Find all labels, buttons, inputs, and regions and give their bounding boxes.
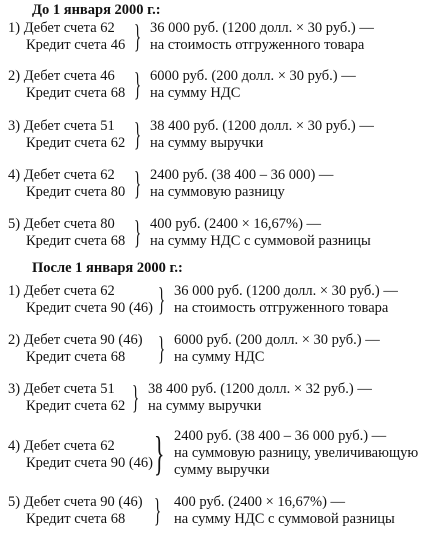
credit: Кредит счета 68 <box>26 233 126 249</box>
amount-block <box>174 283 398 317</box>
description: на сумму НДС <box>150 85 241 101</box>
amount: 6000 руб. (200 долл. × 30 руб.) — <box>174 332 380 348</box>
debit: Дебет счета 62 <box>23 20 115 36</box>
debit: Дебет счета 62 <box>23 438 115 454</box>
description: на суммовую разницу, увеличивающую <box>174 445 419 461</box>
amount-block <box>174 428 418 479</box>
description-continued: сумму выручки <box>174 462 270 478</box>
description: на сумму выручки <box>150 135 264 151</box>
section-title-before: До 1 января 2000 г.: <box>32 2 161 18</box>
accounts <box>8 20 125 54</box>
credit: Кредит счета 90 (46) <box>26 300 153 316</box>
debit: Дебет счета 80 <box>23 216 115 232</box>
brace: } <box>154 493 162 529</box>
accounts <box>8 216 125 250</box>
credit: Кредит счета 46 <box>26 37 126 53</box>
entry-number: 2) <box>8 68 21 84</box>
accounts <box>8 381 125 415</box>
description: на сумму НДС с суммовой разницы <box>174 511 395 527</box>
amount-block <box>150 68 356 102</box>
brace: } <box>134 117 142 153</box>
debit: Дебет счета 51 <box>23 118 115 134</box>
amount: 38 400 руб. (1200 долл. × 32 руб.) — <box>148 381 372 397</box>
accounts <box>8 283 153 317</box>
amount-block <box>174 332 380 366</box>
entry-number: 4) <box>8 167 21 183</box>
brace: } <box>158 331 166 367</box>
description: на стоимость отгруженного товара <box>174 300 389 316</box>
brace: } <box>158 282 166 318</box>
entry-number: 2) <box>8 332 21 348</box>
description: на суммовую разницу <box>150 184 285 200</box>
debit: Дебет счета 62 <box>23 283 115 299</box>
entry-number: 3) <box>8 118 21 134</box>
credit: Кредит счета 68 <box>26 349 126 365</box>
amount-block <box>150 20 374 54</box>
credit: Кредит счета 62 <box>26 398 126 414</box>
amount-block <box>150 216 371 250</box>
section-title-after: После 1 января 2000 г.: <box>32 260 183 276</box>
amount: 2400 руб. (38 400 – 36 000) — <box>150 167 334 183</box>
accounts <box>8 494 143 528</box>
brace: } <box>134 215 142 251</box>
entry-number: 1) <box>8 283 21 299</box>
amount-block <box>148 381 372 415</box>
credit: Кредит счета 62 <box>26 135 126 151</box>
description: на сумму НДС с суммовой разницы <box>150 233 371 249</box>
description: на сумму выручки <box>148 398 262 414</box>
brace: } <box>134 166 142 202</box>
accounts <box>8 438 153 472</box>
accounts <box>8 332 143 366</box>
amount: 6000 руб. (200 долл. × 30 руб.) — <box>150 68 356 84</box>
brace: } <box>154 427 165 480</box>
amount: 36 000 руб. (1200 долл. × 30 руб.) — <box>174 283 398 299</box>
credit: Кредит счета 80 <box>26 184 126 200</box>
credit: Кредит счета 68 <box>26 85 126 101</box>
amount: 2400 руб. (38 400 – 36 000 руб.) — <box>174 428 387 444</box>
description: на сумму НДС <box>174 349 265 365</box>
accounts <box>8 118 125 152</box>
entry-number: 5) <box>8 494 21 510</box>
brace: } <box>132 380 140 416</box>
debit: Дебет счета 51 <box>23 381 115 397</box>
amount: 38 400 руб. (1200 долл. × 30 руб.) — <box>150 118 374 134</box>
accounts <box>8 68 125 102</box>
amount: 36 000 руб. (1200 долл. × 30 руб.) — <box>150 20 374 36</box>
entry-number: 1) <box>8 20 21 36</box>
amount: 400 руб. (2400 × 16,67%) — <box>174 494 346 510</box>
debit: Дебет счета 90 (46) <box>23 494 143 510</box>
accounts <box>8 167 125 201</box>
debit: Дебет счета 62 <box>23 167 115 183</box>
entry-number: 4) <box>8 438 21 454</box>
description: на стоимость отгруженного товара <box>150 37 365 53</box>
debit: Дебет счета 46 <box>23 68 115 84</box>
brace: } <box>134 19 142 55</box>
brace: } <box>134 67 142 103</box>
amount-block <box>150 167 333 201</box>
amount: 400 руб. (2400 × 16,67%) — <box>150 216 322 232</box>
entry-number: 5) <box>8 216 21 232</box>
amount-block <box>174 494 395 528</box>
entry-number: 3) <box>8 381 21 397</box>
credit: Кредит счета 68 <box>26 511 126 527</box>
amount-block <box>150 118 374 152</box>
credit: Кредит счета 90 (46) <box>26 455 153 471</box>
debit: Дебет счета 90 (46) <box>23 332 143 348</box>
